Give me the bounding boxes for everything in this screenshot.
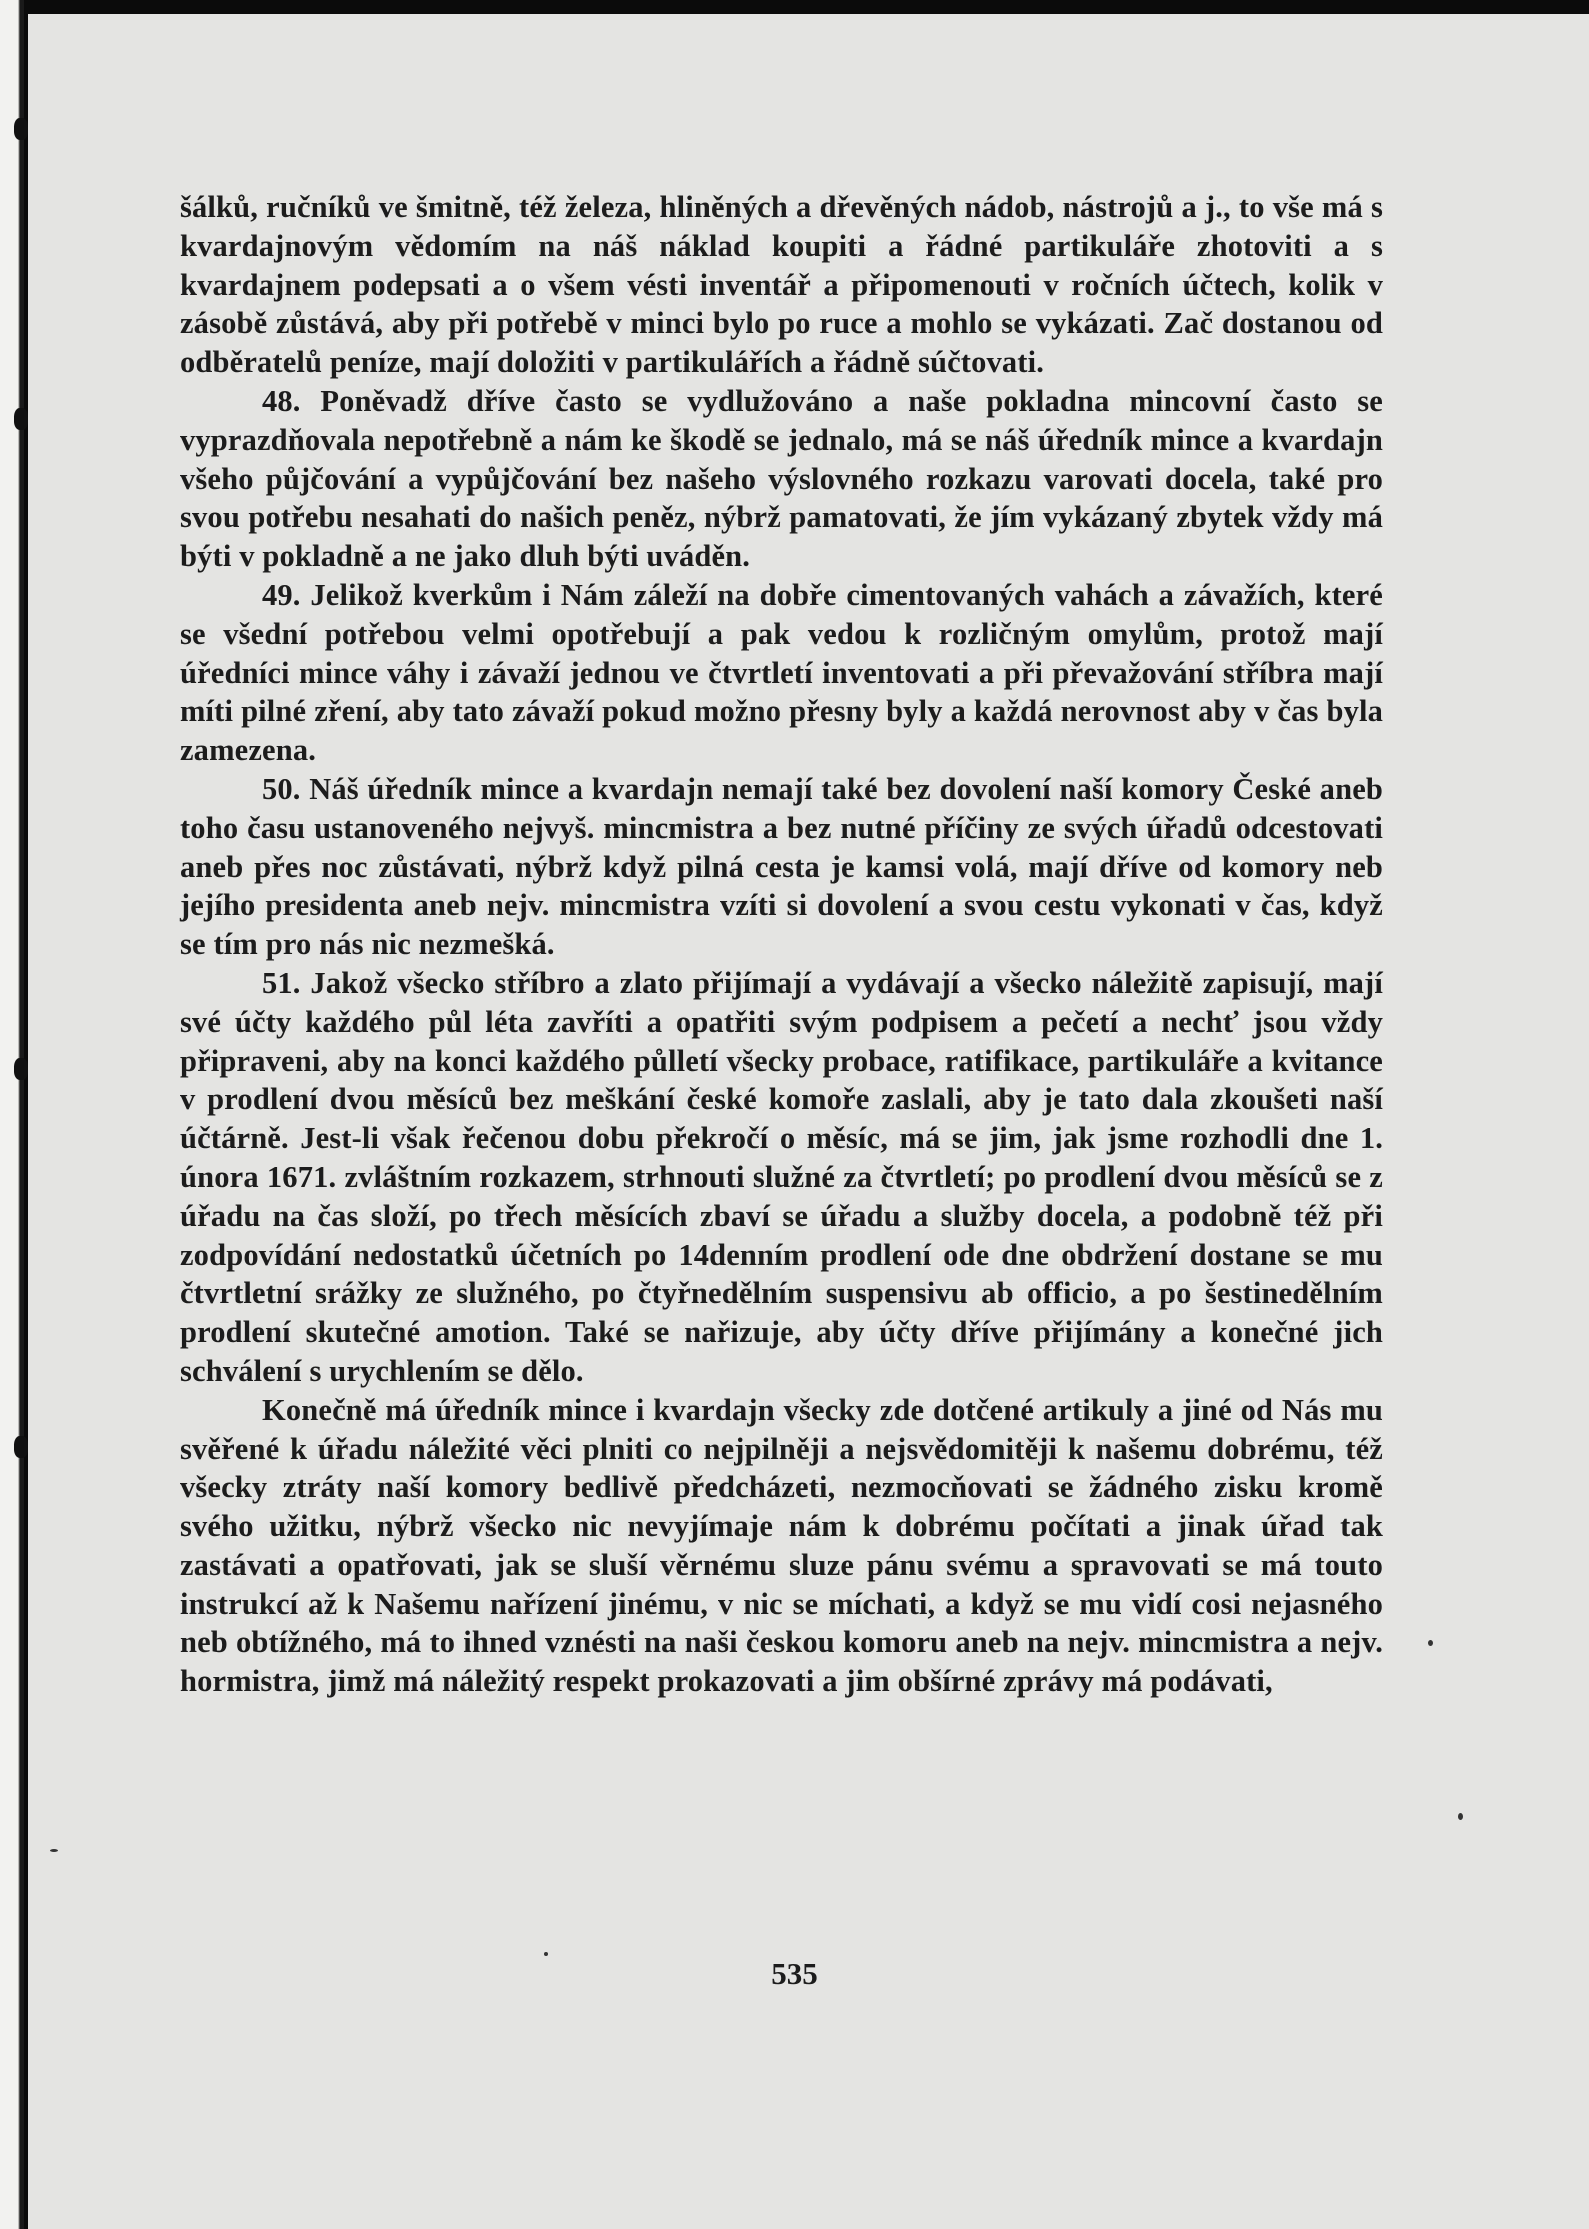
- paragraph-article-51: 51. Jakož všecko stříbro a zlato přijímají a vydávají a všecko náležitě zapisují, mají své účty každého půl léta zavříti a opatřiti svým podpisem a pečetí a nechť jsou vždy připraveni, aby na konci každého půlletí všecky probace, ratifikace, partikuláře a kvitance v prodlení dvou měsíců bez meškání české komoře zaslali, aby je tato dala zkoušeti naší účtárně. Jest-li však řečenou dobu překročí o měsíc, má se jim, jak jsme rozhodli dne 1. února 1671. zvláštním rozkazem, strhnouti služné za čtvrtletí; po prodlení dvou měsíců se z úřadu na čas složí, po třech měsících zbaví se úřadu a služby docela, a podobně též při zodpovídání nedostatků účetních po 14denním prodlení ode dne obdržení dostane se mu čtvrtletní srážky ze služného, po čtyřnedělním suspensivu ab officio, a po šestinedělním prodlení skutečné amotion. Také se nařizuje, aby účty dříve přijímány a konečné jich schválení s urychlením se dělo.: [180, 965, 1383, 1388]
- paragraph-article-49: 49. Jelikož kverkům i Nám záleží na dobře cimentovaných vahách a závažích, které se všední potřebou velmi opotřebují a pak vedou k rozličným omylům, protož mají úředníci mince váhy i závaží jednou ve čtvrtletí inventovati a při převažování stříbra mají míti pilné zření, aby tato závaží pokud možno přesny byly a každá nerovnost aby v čas byla zamezena.: [180, 577, 1383, 768]
- page-speck: [544, 1952, 548, 1956]
- binding-mark: [14, 1058, 28, 1080]
- page-speck: [50, 1849, 58, 1852]
- book-binding-edge: [0, 0, 24, 2229]
- binding-mark: [14, 408, 28, 430]
- page-number: 535: [771, 1956, 818, 1991]
- paragraph-continuation: šálků, ručníků ve šmitně, též železa, hliněných a dřevěných nádob, nástrojů a j., to vše má s kvardajnovým vědomím na náš náklad koupiti a řádné partikuláře zhotoviti a s kvardajnem podepsati a o všem vésti inventář a připomenouti v ročních účtech, kolik v zásobě zůstává, aby při potřebě v minci bylo po ruce a mohlo se vykázati. Zač dostanou od odběratelů peníze, mají doložiti v partikulářích a řádně súčtovati.: [180, 190, 1383, 380]
- page-speck: [1428, 1640, 1433, 1646]
- page-speck: [1458, 1813, 1463, 1820]
- binding-mark: [14, 118, 28, 140]
- paragraph-article-50: 50. Náš úředník mince a kvardajn nemají také bez dovolení naší komory České aneb toho času ustanoveného nejvyš. mincmistra a bez nutné příčiny ze svých úřadů odcestovati aneb přes noc zůstávati, nýbrž když pilná cesta je kamsi volá, mají dříve od komory neb jejího presidenta aneb nejv. mincmistra vzíti si dovolení a svou cestu vykonati v čas, když se tím pro nás nic nezmešká.: [180, 771, 1383, 962]
- document-body: [180, 188, 1383, 1701]
- paragraph-conclusion: Konečně má úředník mince i kvardajn všecky zde dotčené artikuly a jiné od Nás mu svěřené k úřadu náležité věci plniti co nejpilněji a nejsvědomitěji k našemu dobrému, též všecky ztráty naší komory bedlivě předcházeti, nezmocňovati se žádného zisku kromě svého užitku, nýbrž všecko nic nevyjímaje nám k dobrému počítati a jinak úřad tak zastávati a opatřovati, jak se sluší věrnému sluze pánu svému a spravovati se má touto instrukcí až k Našemu nařízení jinému, v nic se míchati, a když se mu vidí cosi nejasného neb obtížného, má to ihned vznésti na naši českou komoru aneb na nejv. mincmistra a nejv. hormistra, jimž má náležitý respekt prokazovati a jim obšírné zprávy má podávati,: [180, 1392, 1383, 1699]
- binding-mark: [14, 1436, 28, 1458]
- paragraph-article-48: 48. Poněvadž dříve často se vydlužováno a naše pokladna mincovní často se vyprazdňovala nepotřebně a nám ke škodě se jednalo, má se náš úředník mince a kvardajn všeho půjčování a vypůjčování bez našeho výslovného rozkazu varovati docela, také pro svou potřebu nesahati do našich peněz, nýbrž pamatovati, že jím vykázaný zbytek vždy má býti v pokladně a ne jako dluh býti uváděn.: [180, 383, 1383, 574]
